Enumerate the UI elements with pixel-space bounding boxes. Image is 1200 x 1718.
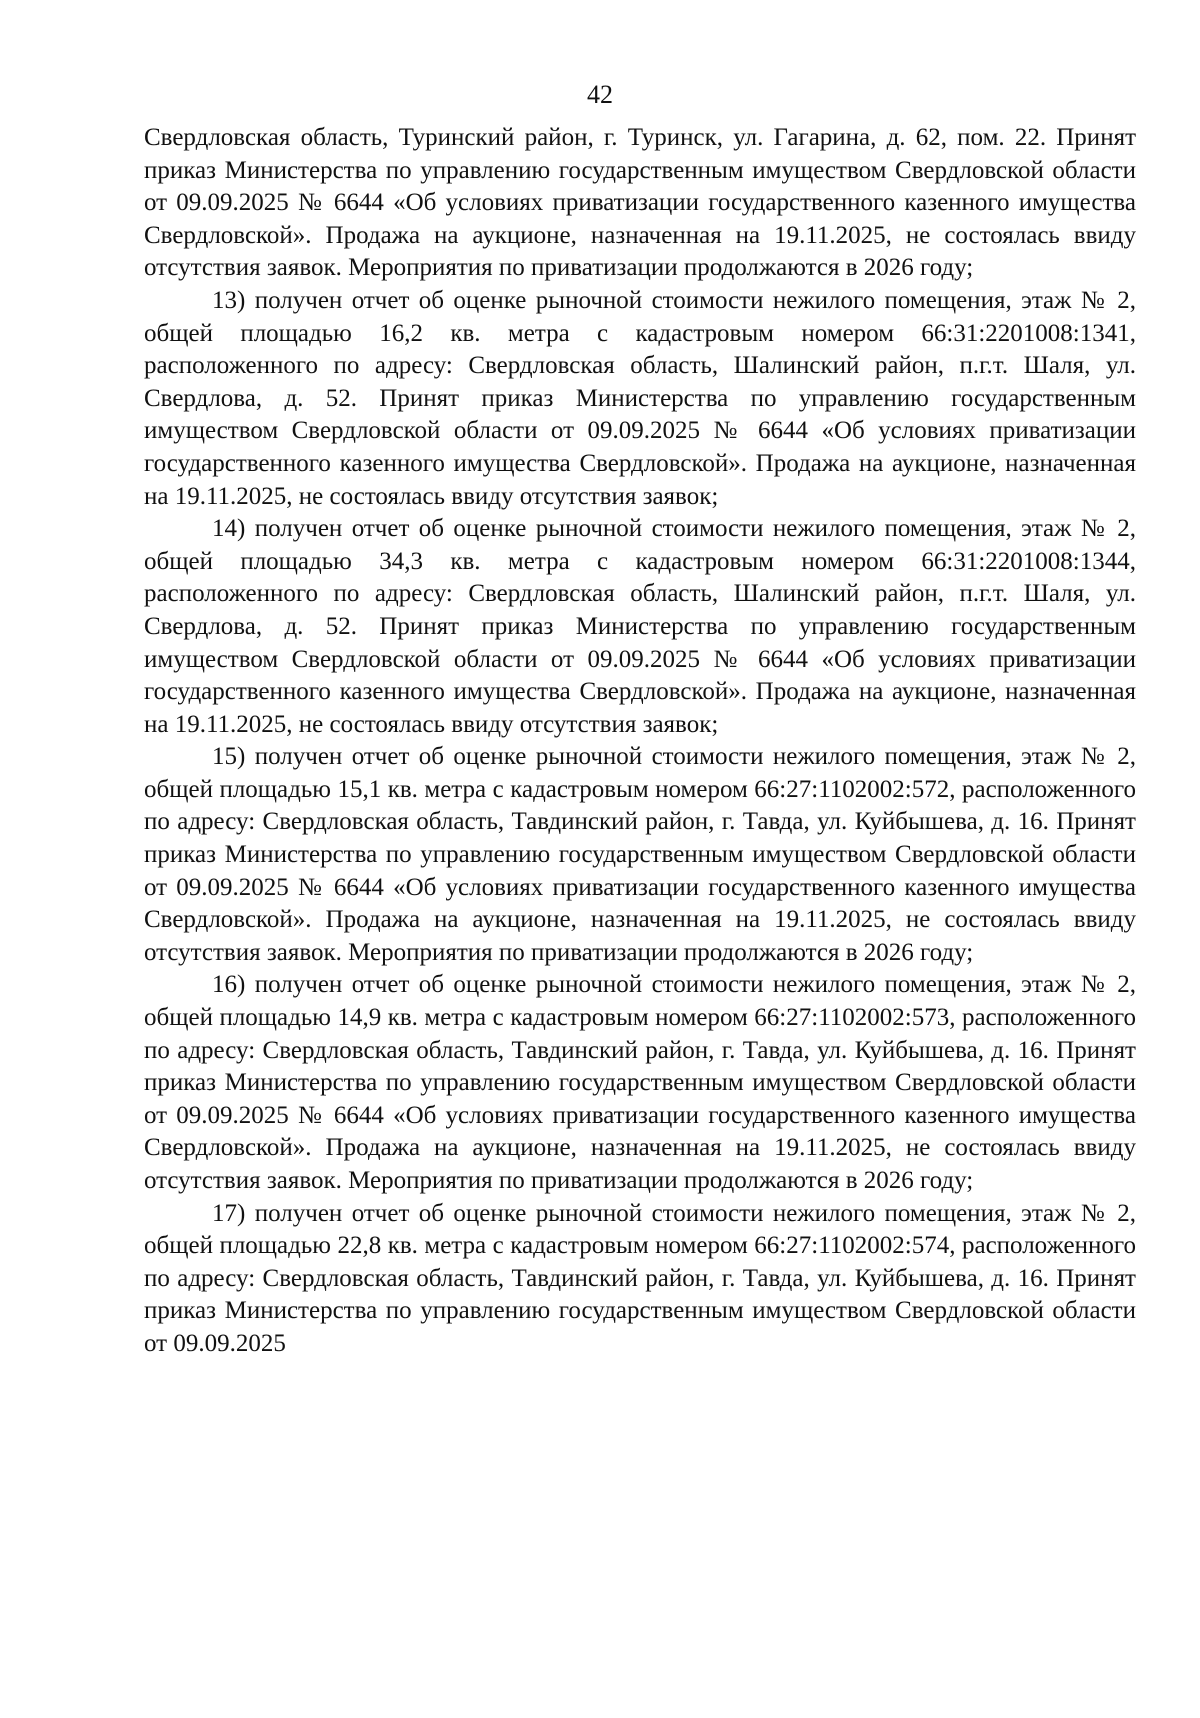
paragraph-item-16: 16) получен отчет об оценке рыночной стоимости нежилого помещения, этаж № 2, общей площадью 14,9 кв. метра с кадастровым номером 66:27:1102002:573, расположенного по адресу: Свердловская область, Тавдинский район, г. Тавда, ул. Куйбышева, д. 16. Принят приказ Министерства по управлению государственным имуществом Свердловской области от 09.09.2025 № 6644 «Об условиях приватизации государственного казенного имущества Свердловской». Продажа на аукционе, назначенная на 19.11.2025, не состоялась ввиду отсутствия заявок. Мероприятия по приватизации продолжаются в 2026 году; [144, 971, 1136, 1194]
paragraph-item-15: 15) получен отчет об оценке рыночной стоимости нежилого помещения, этаж № 2, общей площадью 15,1 кв. метра с кадастровым номером 66:27:1102002:572, расположенного по адресу: Свердловская область, Тавдинский район, г. Тавда, ул. Куйбышева, д. 16. Принят приказ Министерства по управлению государственным имуществом Свердловской области от 09.09.2025 № 6644 «Об условиях приватизации государственного казенного имущества Свердловской». Продажа на аукционе, назначенная на 19.11.2025, не состоялась ввиду отсутствия заявок. Мероприятия по приватизации продолжаются в 2026 году; [144, 743, 1136, 966]
paragraph-item-13: 13) получен отчет об оценке рыночной стоимости нежилого помещения, этаж № 2, общей площадью 16,2 кв. метра с кадастровым номером 66:31:2201008:1341, расположенного по адресу: Свердловская область, Шалинский район, п.г.т. Шаля, ул. Свердлова, д. 52. Принят приказ Министерства по управлению государственным имуществом Свердловской области от 09.09.2025 № 6644 «Об условиях приватизации государственного казенного имущества Свердловской». Продажа на аукционе, назначенная на 19.11.2025, не состоялась ввиду отсутствия заявок; [144, 286, 1136, 510]
paragraph-item-17: 17) получен отчет об оценке рыночной стоимости нежилого помещения, этаж № 2, общей площадью 22,8 кв. метра с кадастровым номером 66:27:1102002:574, расположенного по адресу: Свердловская область, Тавдинский район, г. Тавда, ул. Куйбышева, д. 16. Принят приказ Министерства по управлению государственным имуществом Свердловской области от 09.09.2025 [144, 1199, 1136, 1357]
paragraph-continuation: Свердловская область, Туринский район, г. Туринск, ул. Гагарина, д. 62, пом. 22. Принят приказ Министерства по управлению государственным имуществом Свердловской области от 09.09.2025 № 6644 «Об условиях приватизации государственного казенного имущества Свердловской». Продажа на аукционе, назначенная на 19.11.2025, не состоялась ввиду отсутствия заявок. Мероприятия по приватизации продолжаются в 2026 году; [144, 124, 1136, 282]
paragraph-item-14: 14) получен отчет об оценке рыночной стоимости нежилого помещения, этаж № 2, общей площадью 34,3 кв. метра с кадастровым номером 66:31:2201008:1344, расположенного по адресу: Свердловская область, Шалинский район, п.г.т. Шаля, ул. Свердлова, д. 52. Принят приказ Министерства по управлению государственным имуществом Свердловской области от 09.09.2025 № 6644 «Об условиях приватизации государственного казенного имущества Свердловской». Продажа на аукционе, назначенная на 19.11.2025, не состоялась ввиду отсутствия заявок; [144, 515, 1136, 738]
page-number: 42 [587, 80, 613, 109]
document-body [144, 122, 1136, 1361]
